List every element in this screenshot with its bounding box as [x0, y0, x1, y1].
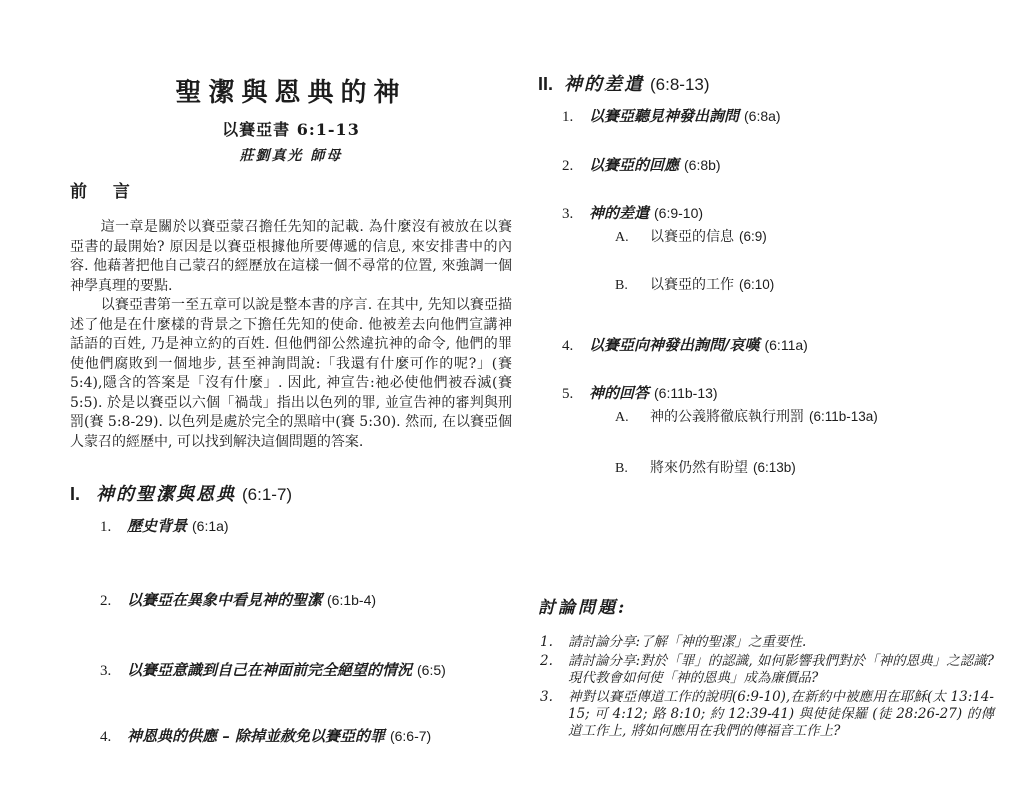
outline-item-1-1	[70, 516, 512, 537]
item-number: 2.	[562, 158, 574, 174]
item-text: 神的差遣 (6:9-10)	[589, 204, 704, 222]
item-text: 歷史背景 (6:1a)	[127, 517, 229, 535]
question-text: 請討論分享:了解「神的聖潔」之重要性.	[568, 634, 807, 650]
outline-item-1-3	[70, 660, 512, 681]
item-ref: (6:8b)	[684, 157, 721, 173]
item-number: 5.	[562, 386, 574, 402]
item-text: 以賽亞聽見神發出詢問 (6:8a)	[589, 107, 781, 125]
item-number: 1.	[562, 109, 574, 125]
preface-heading: 前 言	[70, 182, 140, 202]
left-column	[70, 72, 512, 747]
question-text: 神對以賽亞傳道工作的說明(6:9-10),在新約中被應用在耶穌(太 13:14-15; 可 4:12; 路 8:10; 約 12:39-41) 與使徒保羅 (徒 28:26-27) 的傳道工作上, 將如何應用在我們的傳福音工作上?	[568, 689, 994, 739]
outline-item-1-4	[70, 726, 512, 747]
outline-item-2-2	[538, 155, 994, 176]
item-ref: (6:11b-13)	[654, 385, 718, 401]
subitem-text: 神的公義將徹底執行刑罰 (6:11b-13a)	[650, 409, 878, 425]
question-number: 2.	[540, 653, 553, 669]
subitem-ref: (6:10)	[739, 277, 775, 292]
item-number: 4.	[100, 729, 112, 745]
subitem-letter: B.	[615, 278, 628, 293]
discussion-heading: 討論問題:	[538, 598, 628, 618]
outline-item-2-4	[538, 335, 994, 356]
subitem-ref: (6:13b)	[753, 460, 796, 475]
item-number: 2.	[100, 593, 112, 609]
outline-subitem-2-3-b	[538, 275, 994, 296]
item-ref: (6:11a)	[764, 337, 808, 353]
item-text: 以賽亞向神發出詢問/哀嘆 (6:11a)	[589, 336, 808, 354]
item-number: 3.	[562, 206, 574, 222]
section-2-title: 神的差遣 (6:8-13)	[564, 74, 710, 95]
question-number: 3.	[540, 689, 553, 705]
item-ref: (6:6-7)	[389, 728, 432, 744]
preface-paragraph-1: 這一章是關於以賽亞蒙召擔任先知的記載. 為什麼沒有被放在以賽亞書的最開始? 原因是以賽亞根據他所要傳遞的信息, 來安排書中的內容. 他藉著把他自己蒙召的經歷放在這樣一個不尋常的位置, 來強調一個神學真理的要點.	[70, 219, 512, 294]
scripture-reference: 以賽亞書 6:1-13	[222, 120, 360, 139]
item-text: 以賽亞的回應 (6:8b)	[589, 156, 721, 174]
subitem-text: 以賽亞的信息 (6:9)	[650, 229, 767, 245]
item-text: 神恩典的供應 – 除掉並赦免以賽亞的罪 (6:6-7)	[127, 727, 432, 745]
outline-item-1-2	[70, 590, 512, 611]
item-ref: (6:9-10)	[654, 205, 704, 221]
question-text: 請討論分享:對於「罪」的認識, 如何影響我們對於「神的恩典」之認識? 現代教會如何使「神的恩典」成為廉價品?	[568, 653, 994, 686]
question-number: 1.	[540, 634, 553, 650]
subitem-text: 以賽亞的工作 (6:10)	[650, 277, 775, 293]
item-text: 以賽亞在異象中看見神的聖潔 (6:1b-4)	[127, 591, 377, 609]
item-ref: (6:1b-4)	[327, 592, 377, 608]
outline-subitem-2-5-b	[538, 458, 994, 479]
preface-paragraph-2: 以賽亞書第一至五章可以說是整本書的序言. 在其中, 先知以賽亞描述了他是在什麼樣的背景之下擔任先知的使命. 他被差去向他們宣講神話語的百姓, 乃是神立約的百姓. 但他們卻公然違抗神的命令, 他們的罪使他們腐敗到一個地步, 甚至神詢問說:「我還有什麼可作的呢?」(賽 5:4),隱含的答案是「沒有什麼」. 因此, 神宣告:祂必使他們被吞滅(賽 5:5). 於是以賽亞以六個「禍哉」指出以色列的罪, 並宣告神的審判與刑罰(賽 5:8-29). 以色列是處於完全的黑暗中(賽 5:30). 然而, 在以賽亞個人蒙召的經歷中, 可以找到解決這個問題的答案.	[70, 297, 512, 450]
outline-item-2-5	[538, 383, 994, 404]
discussion-section	[538, 593, 994, 740]
subitem-letter: B.	[615, 461, 628, 476]
subitem-ref: (6:11b-13a)	[809, 409, 878, 424]
outline-subitem-2-5-a	[538, 407, 994, 428]
outline-item-2-3	[538, 203, 994, 224]
outline-subitem-2-3-a	[538, 227, 994, 248]
subitem-ref: (6:9)	[739, 229, 767, 244]
section-2-heading	[538, 70, 994, 96]
subitem-text: 將來仍然有盼望 (6:13b)	[650, 460, 796, 476]
section-2-ref: (6:8-13)	[650, 75, 710, 94]
section-1-title: 神的聖潔與恩典 (6:1-7)	[96, 484, 293, 505]
outline-item-2-1	[538, 106, 994, 127]
item-ref: (6:8a)	[744, 108, 781, 124]
item-ref: (6:1a)	[192, 518, 229, 534]
item-number: 4.	[562, 338, 574, 354]
author-name: 莊劉真光 師母	[239, 148, 343, 164]
item-number: 1.	[100, 519, 112, 535]
page-title: 聖潔與恩典的神	[175, 78, 407, 108]
item-ref: (6:5)	[417, 662, 446, 678]
section-1-ref: (6:1-7)	[242, 485, 293, 504]
item-text: 以賽亞意識到自己在神面前完全絕望的情況 (6:5)	[127, 661, 446, 679]
discussion-question-3	[538, 689, 994, 740]
subitem-letter: A.	[615, 230, 629, 245]
item-number: 3.	[100, 663, 112, 679]
discussion-question-2	[538, 653, 994, 687]
section-2-numeral: II.	[538, 74, 554, 94]
item-text: 神的回答 (6:11b-13)	[589, 384, 718, 402]
subitem-letter: A.	[615, 410, 629, 425]
section-1-heading	[70, 480, 512, 506]
section-1-numeral: I.	[70, 484, 81, 504]
right-column	[538, 70, 994, 742]
discussion-question-1	[538, 634, 994, 651]
